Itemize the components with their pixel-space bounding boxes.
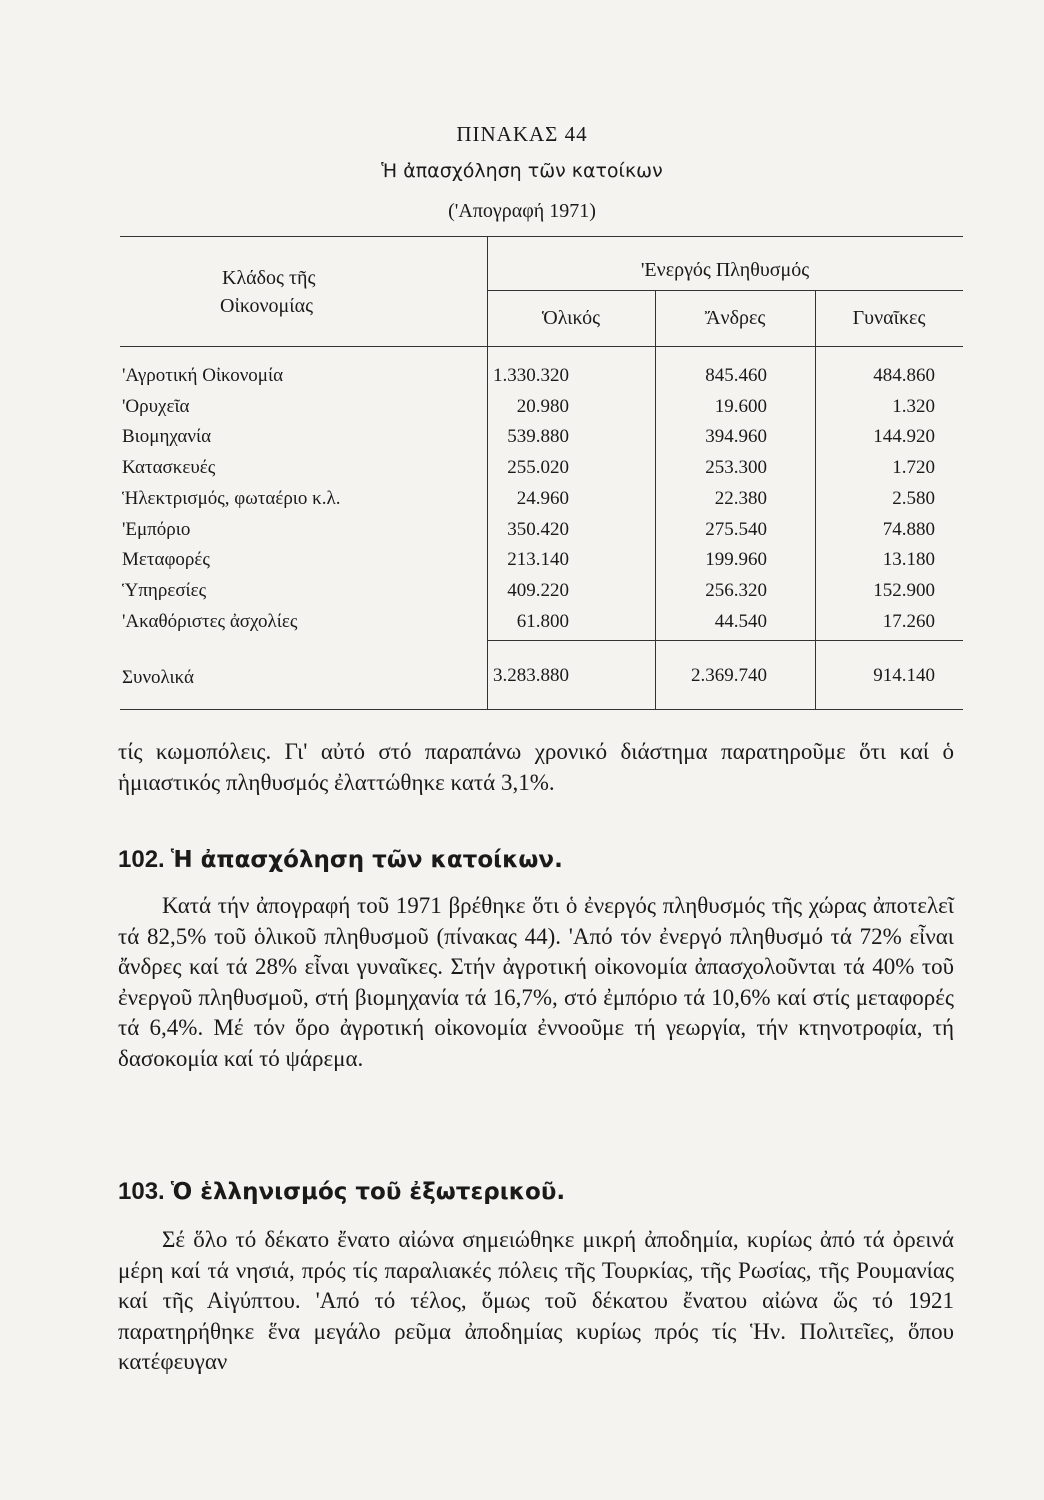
row-sector: Βιομηχανία [122, 426, 212, 447]
row-men: 22.380 [714, 488, 767, 509]
row-men: 394.960 [705, 426, 767, 447]
section-103-text: Σέ ὅλο τό δέκατο ἔνατο αἰώνα σημειώθηκε μικρή ἀποδημία, κυρίως ἀπό τά ὀρεινά μέρη καί τά νησιά, πρός τίς παραλιακές πόλεις τῆς Τουρκίας, τῆς Ρωσίας, τῆς Ρουμανίας καί τῆς Αἰγύπτου. 'Από τό τέλος, ὅμως τοῦ δέκατου ἔνατου αἰώνα ὥς τό 1921 παρατηρήθηκε ἕνα μεγάλο ρεῦμα ἀποδημίας κυρίως πρός τίς Ἡν. Πολιτεῖες, ὅπου κατέφευγαν [118, 1227, 954, 1374]
header-sector [222, 266, 315, 318]
row-sector: 'Εμπόριο [122, 519, 191, 540]
row-sector: Ἡλεκτρισμός, φωταέριο κ.λ. [122, 488, 341, 509]
section-103-paragraph [118, 1225, 954, 1378]
table-header-rule [120, 346, 963, 347]
row-women: 1.720 [892, 457, 935, 478]
header-total: Ὁλικός [541, 307, 601, 329]
totals-label: Συνολικά [122, 667, 195, 688]
section-103-number: 103. [118, 1178, 165, 1205]
row-men: 19.600 [714, 396, 767, 417]
row-total: 255.020 [507, 457, 569, 478]
section-102-number: 102. [118, 846, 165, 873]
row-men: 256.320 [705, 580, 767, 601]
section-102-title: Ἡ ἀπασχόληση τῶν κατοίκων. [170, 847, 563, 873]
row-sector: Ὑπηρεσίες [122, 580, 207, 601]
row-women: 2.580 [892, 488, 935, 509]
section-102-text: Κατά τήν ἀπογραφή τοῦ 1971 βρέθηκε ὅτι ὁ ἐνεργός πληθυσμός τῆς χώρας ἀποτελεῖ τά 82,5% τοῦ ὁλικοῦ πληθυσμοῦ (πίνακας 44). 'Από τόν ἐνεργό πληθυσμό τά 72% εἶναι ἄνδρες καί τά 28% εἶναι γυναῖκες. Στήν ἀγροτική οἰκονομία ἀπασχολοῦνται τά 40% τοῦ ἐνεργοῦ πληθυσμοῦ, στή βιομηχανία τά 16,7%, στό ἐμπόριο τά 10,6% καί στίς μεταφορές τά 6,4%. Μέ τόν ὅρο ἀγροτική οἰκονομία ἐννοοῦμε τή γεωργία, τήν κτηνοτροφία, τή δασοκομία καί τό ψάρεμα. [118, 893, 954, 1071]
row-total: 1.330.320 [493, 365, 569, 386]
header-active-population: 'Ενεργός Πληθυσμός [640, 259, 810, 281]
totals-women: 914.140 [873, 665, 935, 686]
row-total: 409.220 [507, 580, 569, 601]
row-women: 74.880 [882, 519, 935, 540]
row-women: 1.320 [892, 396, 935, 417]
table-group-rule [487, 290, 963, 291]
row-total: 213.140 [507, 549, 569, 570]
table-bottom-rule [120, 709, 963, 710]
header-sector-line1: Κλάδος τῆς [222, 267, 316, 289]
table-totals-rule [487, 640, 963, 641]
row-sector: Μεταφορές [122, 549, 210, 570]
row-total: 61.800 [516, 611, 569, 632]
row-men: 44.540 [714, 611, 767, 632]
row-sector: 'Ακαθόριστες ἀσχολίες [122, 611, 298, 632]
row-total: 539.880 [507, 426, 569, 447]
table-top-rule [120, 236, 963, 237]
header-men: Ἄνδρες [704, 307, 766, 329]
section-103-heading [118, 1178, 565, 1206]
row-sector: Κατασκευές [122, 457, 216, 478]
row-men: 275.540 [705, 519, 767, 540]
row-sector: 'Ορυχεῖα [122, 396, 190, 417]
section-103-title: Ὁ ἑλληνισμός τοῦ ἐξωτερικοῦ. [170, 1179, 566, 1205]
row-men: 253.300 [705, 457, 767, 478]
continued-paragraph: τίς κωμοπόλεις. Γι' αὐτό στό παραπάνω χρονικό διάστημα παρατηροῦμε ὅτι καί ὁ ἡμιαστικός πληθυσμός ἐλαττώθηκε κατά 3,1%. [118, 739, 954, 795]
row-sector: 'Αγροτική Οἰκονομία [122, 365, 284, 386]
row-men: 199.960 [705, 549, 767, 570]
section-102-heading [118, 846, 563, 874]
row-women: 13.180 [882, 549, 935, 570]
row-women: 144.920 [873, 426, 935, 447]
row-total: 20.980 [516, 396, 569, 417]
row-men: 845.460 [705, 365, 767, 386]
table-title: Ἡ ἀπασχόληση τῶν κατοίκων [381, 160, 663, 182]
row-women: 152.900 [873, 580, 935, 601]
totals-men: 2.369.740 [691, 665, 767, 686]
row-total: 24.960 [516, 488, 569, 509]
table-subtitle: ('Απογραφή 1971) [448, 200, 596, 222]
header-women: Γυναῖκες [852, 307, 926, 329]
header-sector-line2: Οἰκονομίας [220, 295, 314, 317]
row-total: 350.420 [507, 519, 569, 540]
section-102-paragraph [118, 891, 954, 1074]
table-number: ΠΙΝΑΚΑΣ 44 [456, 122, 588, 146]
totals-total: 3.283.880 [493, 665, 569, 686]
row-women: 484.860 [873, 365, 935, 386]
row-women: 17.260 [882, 611, 935, 632]
